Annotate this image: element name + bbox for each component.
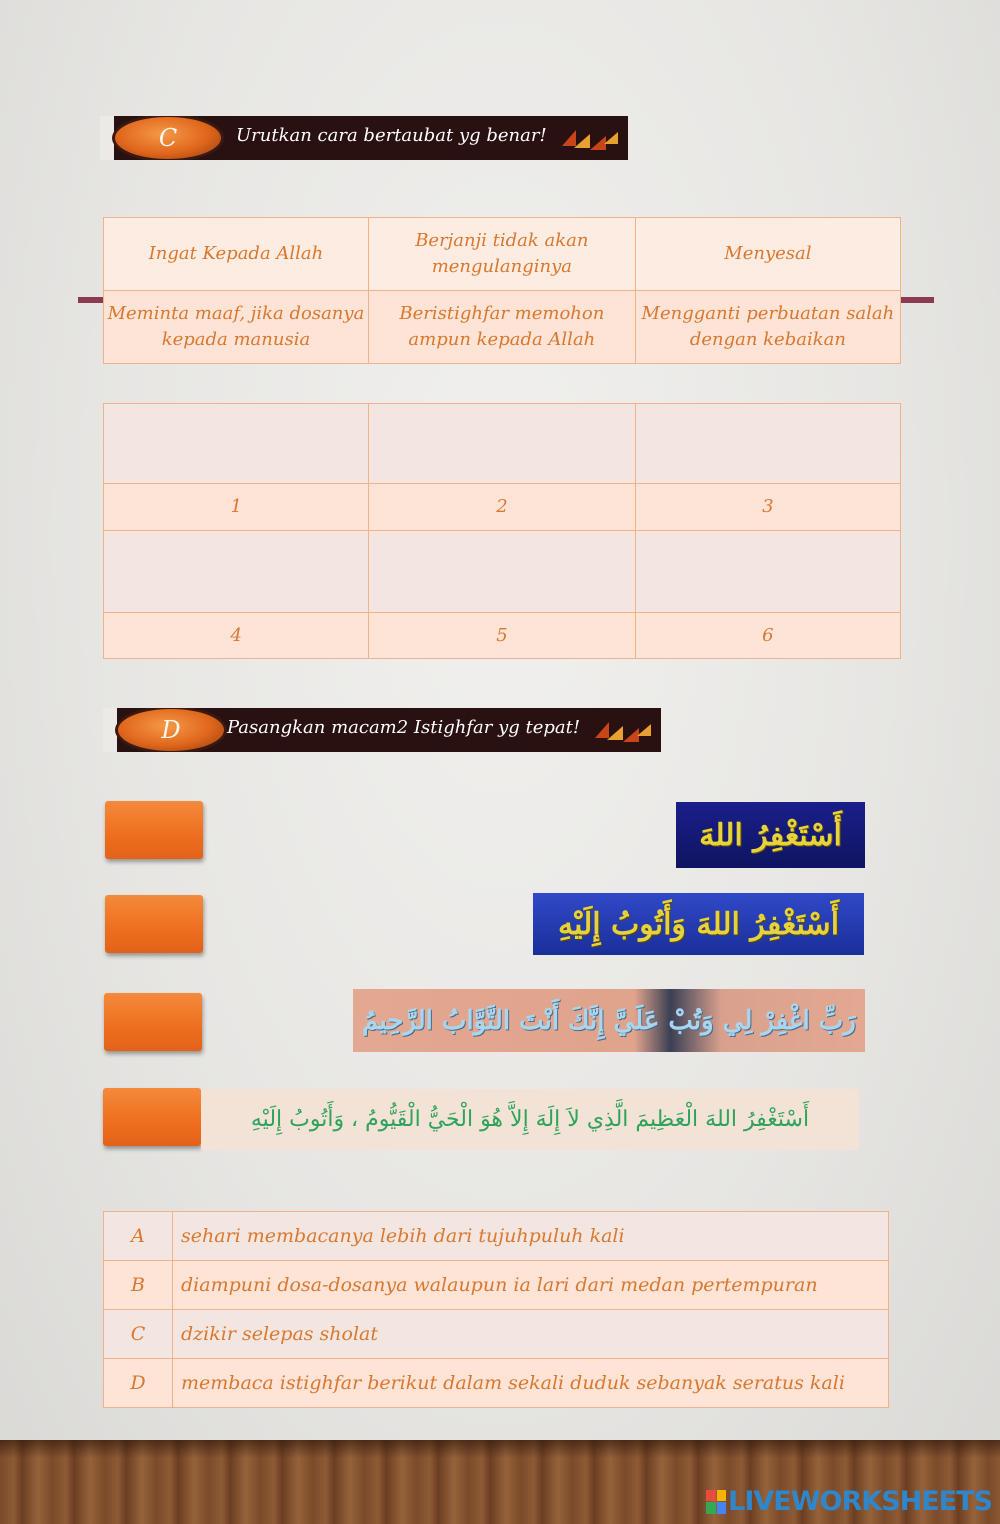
istighfar-text-2: أَسْتَغْفِرُ اللهَ وَأَتُوبُ إِلَيْهِ [557, 906, 840, 942]
row-description: sehari membacanya lebih dari tujuhpuluh kali [173, 1212, 889, 1261]
istighfar-image-1 [676, 802, 865, 868]
option-cell[interactable]: Berjanji tidak akan mengulanginya [368, 218, 635, 291]
row-letter: A [104, 1212, 173, 1261]
table-row [104, 1212, 889, 1261]
liveworksheets-mark-icon [706, 1490, 726, 1514]
drop-zone-4[interactable] [104, 531, 369, 613]
option-cell[interactable]: Ingat Kepada Allah [104, 218, 369, 291]
option-cell[interactable]: Menyesal [635, 218, 900, 291]
order-number: 3 [635, 484, 900, 531]
istighfar-image-2 [533, 893, 864, 955]
istighfar-image-3 [353, 989, 865, 1052]
liveworksheets-logo[interactable] [706, 1486, 992, 1517]
answer-box-3[interactable] [104, 993, 202, 1051]
order-table [103, 403, 901, 659]
row-letter: B [104, 1261, 173, 1310]
order-number: 5 [369, 613, 635, 659]
section-d-badge [115, 708, 227, 752]
decorative-rule-right [898, 297, 934, 303]
istighfar-description-table [103, 1211, 889, 1408]
answer-box-1[interactable] [105, 801, 203, 859]
drop-zone-1[interactable] [104, 404, 369, 484]
section-d-title: Pasangkan macam2 Istighfar yg tepat! [227, 717, 581, 738]
section-c-title: Urutkan cara bertaubat yg benar! [236, 125, 547, 146]
section-c-badge [112, 116, 224, 160]
arrows-decoration-icon [560, 124, 620, 152]
order-number: 1 [104, 484, 369, 531]
tobat-options-table [103, 217, 901, 364]
section-d-badge-letter: D [161, 716, 181, 744]
row-description: diampuni dosa-dosanya walaupun ia lari dari medan pertempuran [173, 1261, 889, 1310]
liveworksheets-logo-text: LIVEWORKSHEETS [728, 1486, 992, 1517]
section-d-banner [103, 708, 661, 752]
order-number: 4 [104, 613, 369, 659]
table-row [104, 1261, 889, 1310]
order-number: 2 [369, 484, 635, 531]
drop-zone-6[interactable] [635, 531, 900, 613]
istighfar-text-3: رَبِّ اغْفِرْ لِي وَتُبْ عَلَيَّ إِنَّكَ أَنْتَ التَّوَّابُ الرَّحِيمُ [362, 1005, 856, 1036]
answer-box-2[interactable] [105, 895, 203, 953]
row-description: membaca istighfar berikut dalam sekali duduk sebanyak seratus kali [173, 1359, 889, 1408]
row-description: dzikir selepas sholat [173, 1310, 889, 1359]
arrows-decoration-icon [593, 716, 653, 744]
drop-zone-3[interactable] [635, 404, 900, 484]
option-cell[interactable]: Beristighfar memohon ampun kepada Allah [368, 291, 635, 364]
istighfar-image-4 [201, 1089, 859, 1150]
answer-box-4[interactable] [103, 1088, 201, 1146]
section-c-banner [100, 116, 628, 160]
floor-shadow [0, 1440, 1000, 1458]
drop-zone-5[interactable] [369, 531, 635, 613]
order-number: 6 [635, 613, 900, 659]
row-letter: D [104, 1359, 173, 1408]
table-row [104, 1310, 889, 1359]
table-row [104, 1359, 889, 1408]
istighfar-text-1: أَسْتَغْفِرُ اللهَ [699, 817, 842, 853]
row-letter: C [104, 1310, 173, 1359]
section-c-badge-letter: C [158, 124, 178, 152]
option-cell[interactable]: Meminta maaf, jika dosanya kepada manusia [104, 291, 369, 364]
istighfar-text-4: أَسْتَغْفِرُ اللهَ الْعَظِيمَ الَّذِي لاَ إِلَهَ إِلاَّ هُوَ الْحَيُّ الْقَيُّومُ ، وَأَتُوبُ إِلَيْهِ [250, 1107, 810, 1132]
option-cell[interactable]: Mengganti perbuatan salah dengan kebaikan [635, 291, 900, 364]
drop-zone-2[interactable] [369, 404, 635, 484]
